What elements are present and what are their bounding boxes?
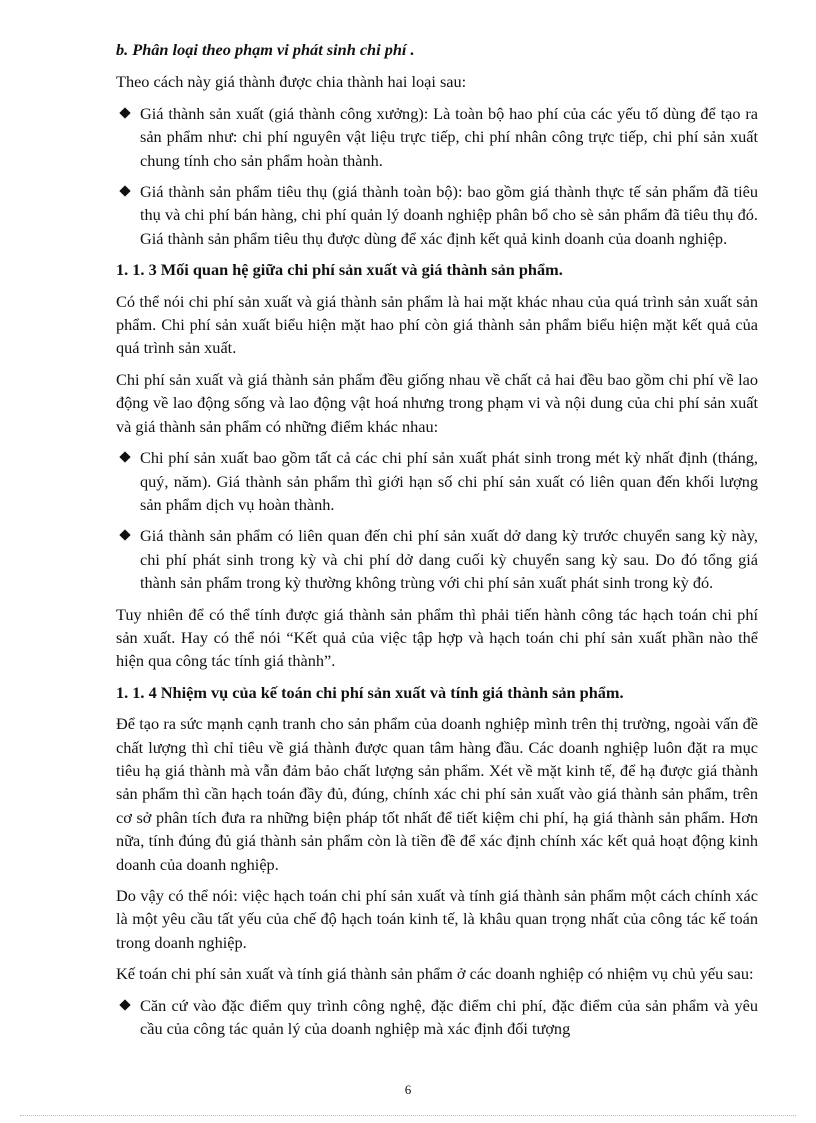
- diamond-bullet-icon: [119, 451, 130, 462]
- diamond-bullet-icon: [119, 530, 130, 541]
- bullet-text: Giá thành sản xuất (giá thành công xưởng): Là toàn bộ hao phí của các yếu tố dùng để tạo ra sản phẩm như: chi phí nguyên vật liệu trực tiếp, chi phí nhân công trực tiếp, chi phí sản xuất chung tính cho sản phẩm hoàn thành.: [140, 103, 758, 170]
- page-number: 6: [404, 1082, 412, 1097]
- section-114-bullet-list: [116, 994, 758, 1041]
- section-113-paragraph-2: Chi phí sản xuất và giá thành sản phẩm đều giống nhau về chất cả hai đều bao gồm chi phí về lao động về lao động sống và lao động vật hoá nhưng trong phạm vi và nội dung của chi phí sản xuất và giá thành sản phẩm có những điểm khác nhau:: [116, 369, 758, 436]
- bullet-text: Chi phí sản xuất bao gồm tất cả các chi phí sản xuất phát sinh trong mét kỳ nhất định (tháng, quý, năm). Giá thành sản phẩm thì giới hạn số chi phí sản xuất có liên quan đến khối lượng sản phẩm dịch vụ hoàn thành.: [140, 448, 758, 514]
- section-114-heading: 1. 1. 4 Nhiệm vụ của kế toán chi phí sản xuất và tính giá thành sản phẩm.: [116, 682, 624, 702]
- section-113-heading: 1. 1. 3 Mối quan hệ giữa chi phí sản xuất và giá thành sản phẩm.: [116, 260, 563, 280]
- section-113-paragraph-1: Có thể nói chi phí sản xuất và giá thành sản phẩm là hai mặt khác nhau của quá trình sản xuất sản phẩm. Chi phí sản xuất biểu hiện mặt hao phí còn giá thành sản phẩm biểu hiện mặt kết quả của quá trình sản xuất.: [116, 291, 758, 358]
- bullet-item: [116, 994, 758, 1041]
- section-114-paragraph-2: Do vậy có thể nói: việc hạch toán chi phí sản xuất và tính giá thành sản phẩm một cách chính xác là một yêu cầu tất yếu của chế độ hạch toán kinh tế, là khâu quan trọng nhất của công tác kế toán trong doanh nghiệp.: [116, 886, 758, 952]
- bullet-item: [116, 524, 758, 594]
- bullet-text: Giá thành sản phẩm có liên quan đến chi phí sản xuất dở dang kỳ trước chuyển sang kỳ này, chi phí phát sinh trong kỳ và chi phí dở dang cuối kỳ chuyển sang kỳ sau. Do đó tổng giá thành sản phẩm trong kỳ thường không trùng với chi phí sản xuất phát sinh trong kỳ đó.: [140, 526, 758, 593]
- diamond-bullet-icon: [119, 107, 130, 118]
- section-b-bullet-list: [116, 102, 758, 250]
- section-113-paragraph-3: Tuy nhiên để có thể tính được giá thành sản phẩm thì phải tiến hành công tác hạch toán chi phí sản xuất. Hay có thể nói “Kết quả của việc tập hợp và hạch toán chi phí sản xuất phần nào thể hiện qua công tác tính giá thành”.: [116, 604, 758, 671]
- section-114-paragraph-1: Để tạo ra sức mạnh cạnh tranh cho sản phẩm của doanh nghiệp mình trên thị trường, ngoài vấn đề chất lượng thì chỉ tiêu về giá thành được quan tâm hàng đầu. Các doanh nghiệp luôn đặt ra mục tiêu hạ giá thành mà vẫn đảm bảo chất lượng sản phẩm. Xét về mặt kinh tế, để hạ được giá thành sản phẩm thì cần hạch toán đầy đủ, đúng, chính xác chi phí sản xuất vào giá thành sản phẩm, trên cơ sở phân tích đưa ra những biện pháp tốt nhất để tiết kiệm chi phí, hạ giá thành sản phẩm. Hơn nữa, tính đúng đủ giá thành sản phẩm còn là tiền đề để xác định chính xác kết quả hoạt động kinh doanh của doanh nghiệp.: [116, 714, 758, 874]
- bullet-item: [116, 180, 758, 250]
- footer-divider: [20, 1115, 796, 1116]
- bullet-item: [116, 102, 758, 172]
- bullet-text: Căn cứ vào đặc điểm quy trình công nghệ, đặc điểm chi phí, đặc điểm của sản phẩm và yêu cầu của công tác quản lý của doanh nghiệp mà xác định đối tượng: [140, 995, 758, 1039]
- section-b-heading: b. Phân loại theo phạm vi phát sinh chi phí .: [116, 40, 415, 59]
- bullet-item: [116, 446, 758, 516]
- diamond-bullet-icon: [119, 185, 130, 196]
- bullet-text: Giá thành sản phẩm tiêu thụ (giá thành toàn bộ): bao gồm giá thành thực tế sản phẩm đã tiêu thụ và chi phí bán hàng, chi phí quản lý doanh nghiệp phân bổ cho sè sản phẩm đã tiêu thụ đó. Giá thành sản phẩm tiêu thụ được dùng để xác định kết quả kinh doanh của doanh nghiệp.: [140, 182, 758, 248]
- page-content: [116, 38, 758, 1048]
- section-b-intro: Theo cách này giá thành được chia thành hai loại sau:: [116, 72, 467, 92]
- diamond-bullet-icon: [119, 999, 130, 1010]
- section-113-bullet-list: [116, 446, 758, 594]
- section-114-paragraph-3: Kế toán chi phí sản xuất và tính giá thành sản phẩm ở các doanh nghiệp có nhiệm vụ chủ yếu sau:: [116, 964, 754, 984]
